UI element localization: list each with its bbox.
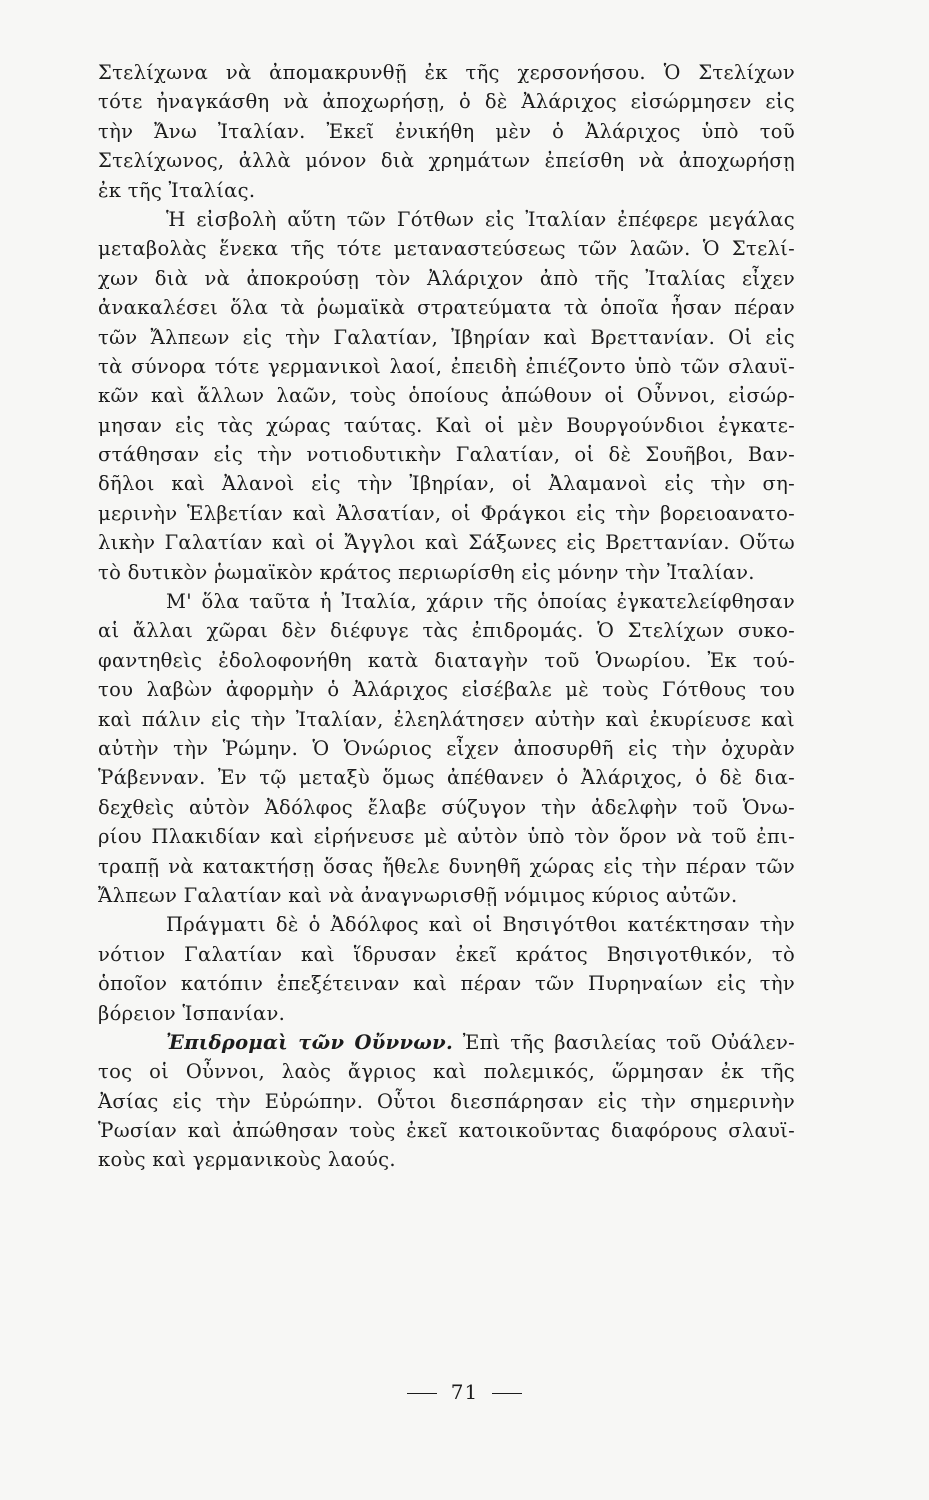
text-line: Μ' ὅλα ταῦτα ἡ Ἰταλία, χάριν τῆς ὁποίας ἐγκατελείφθησαν [166,590,795,614]
text-line: του λαβὼν ἀφορμὴν ὁ Ἀλάριχος εἰσέβαλε μὲ τοὺς Γότθους του [98,678,795,702]
text-line: τος οἱ Οὖννοι, λαὸς ἄγριος καὶ πολεμικός, ὥρμησαν ἐκ τῆς [98,1060,795,1084]
text-line: λικὴν Γαλατίαν καὶ οἱ Ἄγγλοι καὶ Σάξωνες εἰς Βρεττανίαν. Οὕτω [98,531,795,555]
text-line: τῶν Ἄλπεων εἰς τὴν Γαλατίαν, Ἰβηρίαν καὶ Βρεττανίαν. Οἱ εἰς [98,325,795,349]
text-line: στάθησαν εἰς τὴν νοτιοδυτικὴν Γαλατίαν, οἱ δὲ Σουῆβοι, Βαν- [98,443,795,467]
text-line: αὐτὴν τὴν Ῥώμην. Ὁ Ὁνώριος εἶχεν ἀποσυρθῆ εἰς τὴν ὀχυρὰν [98,736,795,760]
text-line: φαντηθεὶς ἐδολοφονήθη κατὰ διαταγὴν τοῦ Ὁνωρίου. Ἐκ τού- [98,648,795,672]
text-line: Στελίχωνα νὰ ἀπομακρυνθῇ ἐκ τῆς χερσονήσου. Ὁ Στελίχων [98,61,795,84]
text-line: κῶν καὶ ἄλλων λαῶν, τοὺς ὁποίους ἀπώθουν οἱ Οὖννοι, εἰσώρ- [98,384,795,408]
text-line: τὴν Ἄνω Ἰταλίαν. Ἐκεῖ ἐνικήθη μὲν ὁ Ἀλάριχος ὑπὸ τοῦ [98,119,795,143]
text-line: μεταβολὰς ἕνεκα τῆς τότε μεταναστεύσεως τῶν λαῶν. Ὁ Στελί- [98,237,795,261]
dash-right [492,1393,522,1394]
text-line: Ῥάβενναν. Ἐν τῷ μεταξὺ ὅμως ἀπέθανεν ὁ Ἀλάριχος, ὁ δὲ δια- [98,766,795,790]
text-line: καὶ πάλιν εἰς τὴν Ἰταλίαν, ἐλεηλάτησεν αὐτὴν καὶ ἐκυρίευσε καὶ [98,707,795,731]
text-line: ὁποῖον κατόπιν ἐπεξέτειναν καὶ πέραν τῶν Πυρηναίων εἰς τὴν [98,972,795,996]
text-line: τὰ σύνορα τότε γερμανικοὶ λαοί, ἐπειδὴ ἐπιέζοντο ὑπὸ τῶν σλαυϊ- [98,354,795,378]
text-line: νότιον Γαλατίαν καὶ ἵδρυσαν ἐκεῖ κράτος Βησιγοτθικόν, τὸ [98,942,795,966]
text-line: τὸ δυτικὸν ῥωμαϊκὸν κράτος περιωρίσθη εἰς μόνην τὴν Ἰταλίαν. [98,560,755,584]
page-number-value: 71 [450,1380,479,1404]
text-line: μησαν εἰς τὰς χώρας ταύτας. Καὶ οἱ μὲν Βουργούνδιοι ἐγκατε- [98,413,795,437]
text-line: ἀνακαλέσει ὅλα τὰ ῥωμαϊκὰ στρατεύματα τὰ ὁποῖα ἦσαν πέραν [98,296,795,320]
text-line: ἐκ τῆς Ἰταλίας. [98,178,256,202]
text-line: Ἀσίας εἰς τὴν Εὐρώπην. Οὗτοι διεσπάρησαν εἰς τὴν σημερινὴν [98,1089,795,1113]
text-line: τότε ἠναγκάσθη νὰ ἀποχωρήσῃ, ὁ δὲ Ἀλάριχος εἰσώρμησεν εἰς [98,90,795,114]
text-line: Στελίχωνος, ἀλλὰ μόνον διὰ χρημάτων ἐπείσθη νὰ ἀποχωρήσῃ [98,149,795,173]
text-line: χων διὰ νὰ ἀποκρούσῃ τὸν Ἀλάριχον ἀπὸ τῆς Ἰταλίας εἶχεν [98,266,795,290]
dash-left [407,1393,437,1394]
text-line: αἱ ἄλλαι χῶραι δὲν διέφυγε τὰς ἐπιδρομάς. Ὁ Στελίχων συκο- [98,619,795,643]
section-heading: Ἐπιδρομαὶ τῶν Οὔννων. [166,1030,454,1054]
text-line [98,1028,795,1057]
text-line: τραπῇ νὰ κατακτήσῃ ὅσας ἤθελε δυνηθῆ χώρας εἰς τὴν πέραν τῶν [98,854,795,878]
text-line: δῆλοι καὶ Ἀλανοὶ εἰς τὴν Ἰβηρίαν, οἱ Ἀλαμανοὶ εἰς τὴν ση- [98,472,795,496]
text-line: ρίου Πλακιδίαν καὶ εἰρήνευσε μὲ αὐτὸν ὑπὸ τὸν ὅρον νὰ τοῦ ἐπι- [98,825,795,849]
text-line: δεχθεὶς αὐτὸν Ἀδόλφος ἔλαβε σύζυγον τὴν ἀδελφὴν τοῦ Ὁνω- [98,795,795,819]
text-line: Ῥωσίαν καὶ ἀπώθησαν τοὺς ἐκεῖ κατοικοῦντας διαφόρους σλαυϊ- [98,1119,795,1143]
text-line: βόρειον Ἱσπανίαν. [98,1001,286,1025]
page-body [98,58,795,1175]
text-line: κοὺς καὶ γερμανικοὺς λαούς. [98,1148,396,1172]
page-number [0,1380,929,1404]
text-line: Ἄλπεων Γαλατίαν καὶ νὰ ἀναγνωρισθῇ νόμιμος κύριος αὐτῶν. [98,883,738,907]
text-line: Πράγματι δὲ ὁ Ἀδόλφος καὶ οἱ Βησιγότθοι κατέκτησαν τὴν [166,913,795,937]
text-run: Ἐπὶ τῆς βασιλείας τοῦ Οὐάλεν- [462,1030,795,1054]
text-line: Ἡ εἰσβολὴ αὕτη τῶν Γότθων εἰς Ἰταλίαν ἐπέφερε μεγάλας [166,207,795,231]
text-line: μερινὴν Ἑλβετίαν καὶ Ἀλσατίαν, οἱ Φράγκοι εἰς τὴν βορειοανατο- [98,501,795,525]
